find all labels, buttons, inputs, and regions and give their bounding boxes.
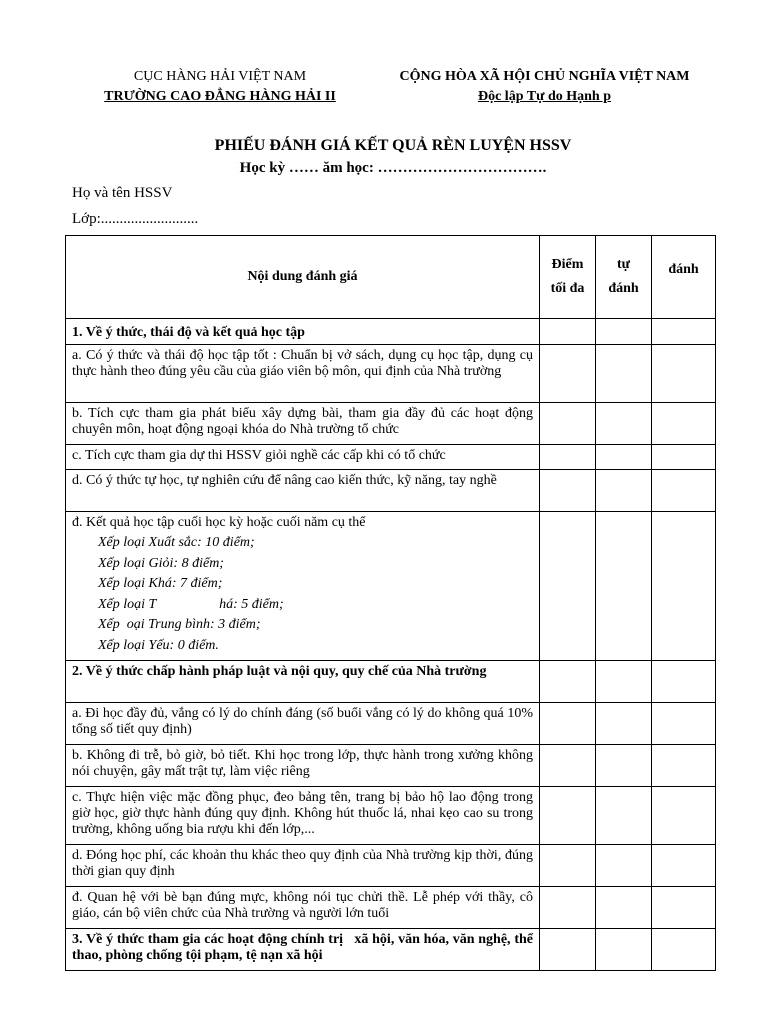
semester-line: Học kỳ …… ăm học: ……………………………. [239,160,547,176]
self-score-cell[interactable] [596,445,652,470]
grading-line: Xếp loại Giỏi: 8 điểm; [98,555,224,571]
grading-line: Xếp loại Khá: 7 điểm; [98,576,223,591]
max-score-cell[interactable] [540,403,596,445]
section-title: 1. Về ý thức, thái độ và kết quả học tập [66,319,540,345]
eval-score-cell[interactable] [652,929,716,971]
eval-score-cell[interactable] [652,887,716,929]
self-score-cell[interactable] [596,345,652,403]
class-field[interactable]: Lớp:.......................... [72,211,199,227]
grading-line: Xếp loại Xuất sắc: 10 điểm; [98,535,255,550]
section-title: 2. Về ý thức chấp hành pháp luật và nội quy, quy chế của Nhà trường [66,661,540,703]
table-row [66,929,716,971]
max-score-cell[interactable] [540,929,596,971]
school-name: TRƯỜNG CAO ĐẲNG HÀNG HẢI II [104,89,336,104]
table-header-row [66,236,716,319]
table-row [66,787,716,845]
eval-score-cell[interactable] [652,470,716,512]
criterion-text: b. Tích cực tham gia phát biểu xây dựng bài, tham gia đầy đủ các hoạt động chuyên môn, hoạt động ngoại khóa do Nhà trường tổ chức [66,403,540,445]
max-score-cell[interactable] [540,445,596,470]
self-score-cell[interactable] [596,512,652,661]
table-row [66,845,716,887]
grading-intro: đ. Kết quả học tập cuối học kỳ hoặc cuối năm cụ thể [72,515,366,530]
self-score-cell[interactable] [596,745,652,787]
table-row [66,470,716,512]
self-score-cell[interactable] [596,661,652,703]
agency-name: CỤC HÀNG HẢI VIỆT NAM [133,69,307,84]
student-name-field[interactable]: Họ và tên HSSV [72,185,173,201]
evaluation-table [65,235,716,971]
max-score-cell[interactable] [540,512,596,661]
table-row [66,887,716,929]
eval-score-cell[interactable] [652,845,716,887]
eval-score-cell[interactable] [652,512,716,661]
self-score-cell[interactable] [596,887,652,929]
table-row [66,512,716,661]
header-self-score: tự đánh [596,236,652,319]
grading-line: Xếp oại Trung bình: 3 điểm; [98,617,261,632]
eval-score-cell[interactable] [652,745,716,787]
criterion-text: b. Không đi trễ, bỏ giờ, bỏ tiết. Khi học trong lớp, thực hành trong xưởng không nói chuyện, gây mất trật tự, làm việc riêng [66,745,540,787]
max-score-cell[interactable] [540,661,596,703]
table-row [66,745,716,787]
self-score-cell[interactable] [596,787,652,845]
criterion-text: c. Thực hiện việc mặc đồng phục, đeo bảng tên, trang bị bảo hộ lao động trong giờ học, giờ thực hành đúng quy định. Không hút thuốc lá, nhai kẹo cao su trong trường, không uống bia rượu khi đến lớp,... [66,787,540,845]
table-row [66,703,716,745]
header-max-score: Điểm tối đa [540,236,596,319]
table-row [66,445,716,470]
nation-name: CỘNG HÒA XÃ HỘI CHỦ NGHĨA VIỆT NAM [399,69,690,84]
table-row [66,319,716,345]
eval-score-cell[interactable] [652,787,716,845]
eval-score-cell[interactable] [652,661,716,703]
grading-cell [66,512,540,661]
eval-score-cell[interactable] [652,703,716,745]
header-eval-score: đánh [652,236,716,319]
table-row [66,345,716,403]
max-score-cell[interactable] [540,787,596,845]
header-nation [372,67,717,107]
table-row [66,661,716,703]
eval-score-cell[interactable] [652,345,716,403]
self-score-cell[interactable] [596,403,652,445]
header-agency [80,67,360,107]
table-row [66,403,716,445]
criterion-text: d. Đóng học phí, các khoản thu khác theo quy định của Nhà trường kịp thời, đúng thời gian quy định [66,845,540,887]
grading-line: Xếp loại T há: 5 điểm; [98,596,284,612]
section-title: 3. Về ý thức tham gia các hoạt động chính trị xã hội, văn hóa, văn nghệ, thể thao, phòng chống tội phạm, tệ nạn xã hội [66,929,540,971]
criterion-text: a. Đi học đầy đủ, vắng có lý do chính đáng (số buổi vắng có lý do không quá 10% tổng số tiết quy định) [66,703,540,745]
self-score-cell[interactable] [596,845,652,887]
self-score-cell[interactable] [596,703,652,745]
self-score-cell[interactable] [596,319,652,345]
criterion-text: c. Tích cực tham gia dự thi HSSV giỏi nghề các cấp khi có tổ chức [66,445,540,470]
max-score-cell[interactable] [540,703,596,745]
document-title: PHIẾU ĐÁNH GIÁ KẾT QUẢ RÈN LUYỆN HSSV [214,137,572,154]
max-score-cell[interactable] [540,319,596,345]
criterion-text: a. Có ý thức và thái độ học tập tốt : Chuẩn bị vở sách, dụng cụ học tập, dụng cụ thực hành theo đúng yêu cầu của giáo viên bộ môn, qui định của Nhà trường [66,345,540,403]
max-score-cell[interactable] [540,845,596,887]
max-score-cell[interactable] [540,745,596,787]
eval-score-cell[interactable] [652,445,716,470]
max-score-cell[interactable] [540,470,596,512]
header-content: Nội dung đánh giá [66,236,540,319]
eval-score-cell[interactable] [652,319,716,345]
max-score-cell[interactable] [540,887,596,929]
criterion-text: d. Có ý thức tự học, tự nghiên cứu để nâng cao kiến thức, kỹ năng, tay nghề [66,470,540,512]
grading-line: Xếp loại Yếu: 0 điểm. [98,637,219,653]
self-score-cell[interactable] [596,470,652,512]
self-score-cell[interactable] [596,929,652,971]
nation-motto: Độc lập Tự do Hạnh p [477,89,612,104]
eval-score-cell[interactable] [652,403,716,445]
max-score-cell[interactable] [540,345,596,403]
criterion-text: đ. Quan hệ với bè bạn đúng mực, không nói tục chửi thề. Lễ phép với thầy, cô giáo, cán bộ viên chức của Nhà trường và người lớn tuổi [66,887,540,929]
